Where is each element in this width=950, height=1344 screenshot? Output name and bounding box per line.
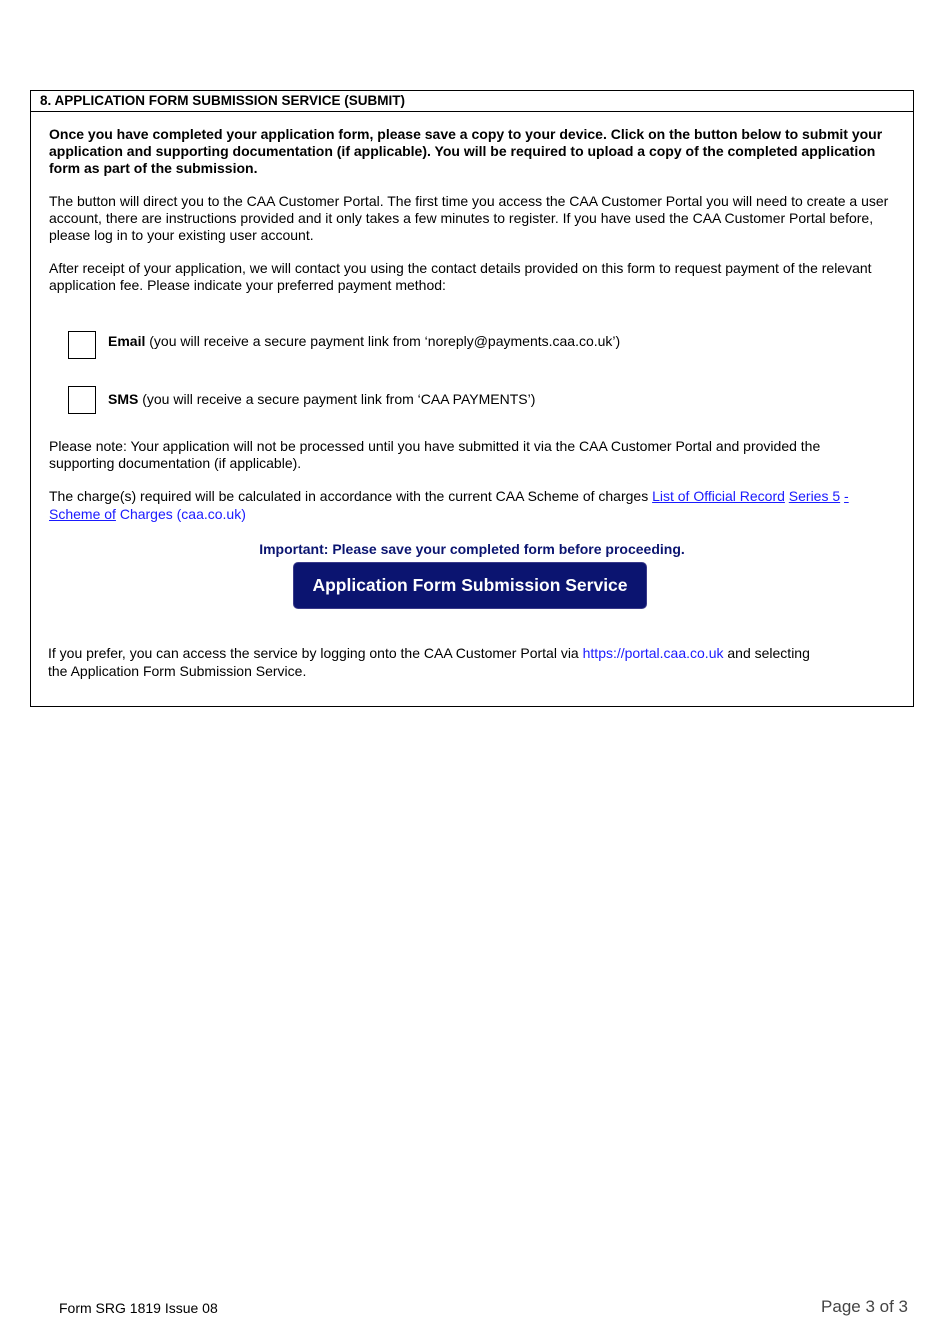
sms-checkbox[interactable]: [68, 386, 96, 414]
intro-paragraph: Once you have completed your application form, please save a copy to your device. Click on the button below to submit your application and supporting documentation (if applicable). You will be required to upload a copy of the completed application form as part of the submission.: [49, 126, 883, 176]
email-desc: (you will receive a secure payment link from ‘noreply@payments.caa.co.uk’): [145, 333, 621, 349]
alt-text-2: and selecting the Application Form Submission Service.: [48, 645, 810, 679]
submission-service-button[interactable]: Application Form Submission Service: [293, 562, 647, 609]
email-option-label: [108, 333, 950, 350]
charges-link-2[interactable]: Series 5: [788, 488, 841, 504]
charges-text: The charge(s) required will be calculated in accordance with the current CAA Scheme of charges: [49, 488, 653, 504]
charges-link-5[interactable]: Charges (caa.co.uk): [115, 506, 246, 522]
charges-paragraph: [49, 487, 849, 523]
page-number: Page 3 of 3: [821, 1297, 908, 1316]
sms-label: SMS: [108, 391, 139, 407]
sms-desc: (you will receive a secure payment link from ‘CAA PAYMENTS’): [138, 391, 536, 407]
email-checkbox[interactable]: [68, 331, 96, 359]
sms-option-label: [108, 391, 950, 408]
charges-link-4[interactable]: Scheme of: [49, 506, 116, 522]
alt-text-1: If you prefer, you can access the service by logging onto the CAA Customer Portal via: [48, 645, 583, 661]
form-id: Form SRG 1819 Issue 08: [59, 1300, 218, 1316]
note-paragraph: Please note: Your application will not be processed until you have submitted it via the CAA Customer Portal and provided the supporting documentation (if applicable).: [49, 438, 821, 471]
charges-link-1[interactable]: List of Official Record: [652, 488, 785, 504]
important-notice: Important: Please save your completed form before proceeding.: [259, 541, 685, 557]
section-title: 8. APPLICATION FORM SUBMISSION SERVICE (SUBMIT): [31, 91, 913, 112]
portal-link[interactable]: https://portal.caa.co.uk: [582, 645, 724, 661]
section-8-box: [30, 90, 914, 707]
portal-paragraph: The button will direct you to the CAA Customer Portal. The first time you access the CAA Customer Portal you will need to create a user account, there are instructions provided and it only takes a few minutes to register. If you have used the CAA Customer Portal before, please log in to your existing user account.: [49, 193, 889, 243]
payment-paragraph: After receipt of your application, we will contact you using the contact details provided on this form to request payment of the relevant application fee. Please indicate your preferred payment method:: [49, 260, 872, 293]
alt-access-paragraph: [48, 644, 828, 680]
charges-link-3[interactable]: -: [844, 488, 849, 504]
email-label: Email: [108, 333, 146, 349]
